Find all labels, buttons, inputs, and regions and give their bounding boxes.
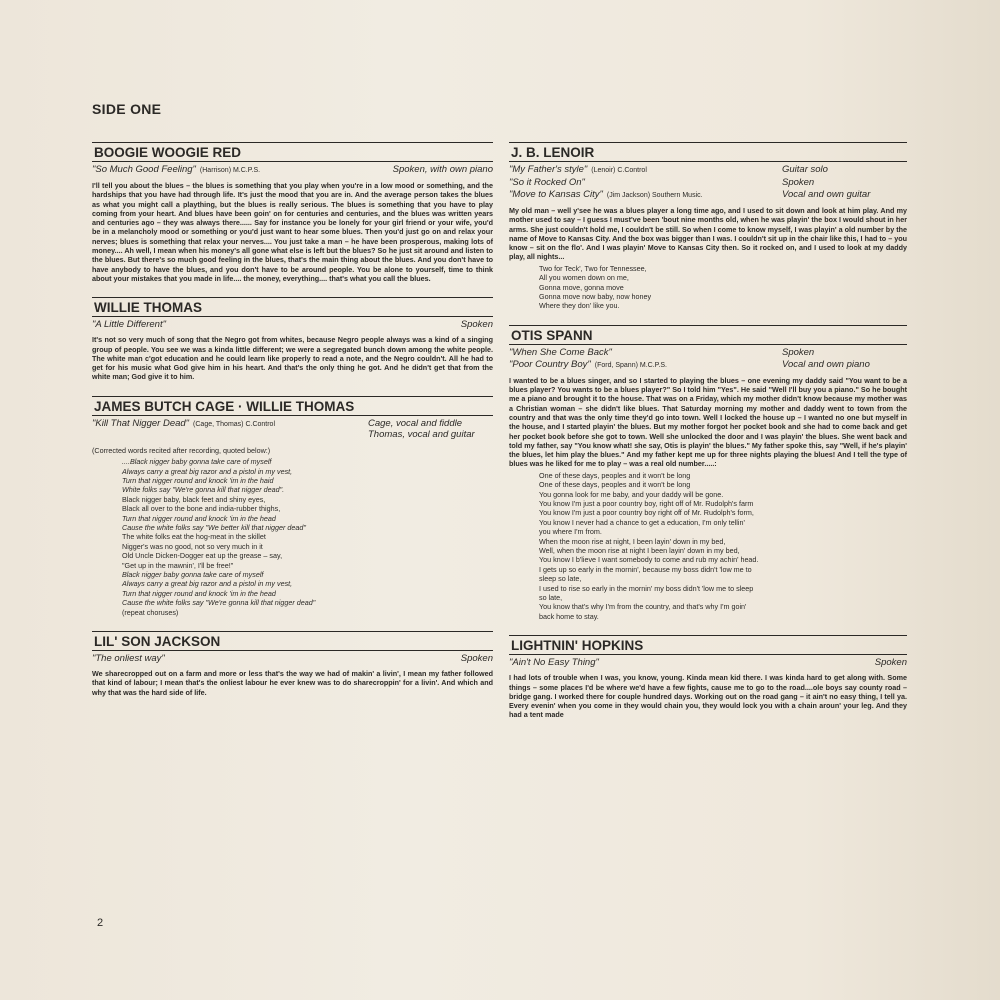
artist-heading: WILLIE THOMAS [92,297,493,317]
lyric-line: Well, when the moon rise at night I been layin' down in my bed, [539,546,740,556]
track-credit: (Ford, Spann) M.C.P.S. [594,361,667,369]
track-note: Spoken [782,346,815,358]
lyric-line: All you women down on me, [539,273,629,283]
track-credit: (Cage, Thomas) C.Control [193,420,276,428]
track-title: "When She Come Back" [509,346,612,358]
track-line [92,653,493,664]
track-note: Spoken, with own piano [392,164,493,175]
lyric-line: Cause the white folks say "We better kill that nigger dead" [122,523,306,532]
lyrics-block [509,264,907,311]
artist-heading: J. B. LENOIR [509,142,907,162]
track-note: Guitar solo [782,164,828,175]
lyric-line: (repeat choruses) [122,607,179,617]
lyric-line: sleep so late, [539,574,582,584]
lyric-line: One of these days, peoples and it won't be long [539,480,691,490]
body-text: We sharecropped out on a farm and more or less that's the way we had of makin' a livin', I mean my father followed that kind of labour; I mean that's the onliest labour he ever knew was to do sharecroppin' for a livin'. And which and why that was the hard side of life. [92,669,493,697]
track-credit: (Lenoir) C.Control [591,167,647,174]
lyric-line: When the moon rise at night, I been layin' down in my bed, [539,536,726,546]
section-jb-lenoir [509,142,907,311]
lyric-line: Black nigger baby, black feet and shiny eyes, [122,494,266,504]
lyric-line: so late, [539,593,563,603]
track-credit: (Jim Jackson) Southern Music. [606,192,703,199]
track-title: "Kill That Nigger Dead" [92,417,190,429]
lyric-line: You know I'm just a poor country boy right off of Mr. Rudolph's form, [539,508,754,518]
section-willie-thomas [92,297,493,381]
lyric-line: You know I'm just a poor country boy, right off of Mr. Rudolph's farm [539,499,754,508]
lyric-line: Turn that nigger round and knock 'im in the head [122,588,276,598]
lyric-line: you where I'm from. [539,527,602,537]
track-line [509,177,907,188]
lyric-line: White folks say "We're gonna kill that nigger dead". [122,485,285,495]
track-title: "Ain't No Easy Thing" [509,657,599,669]
body-text: I wanted to be a blues singer, and so I started to playing the blues – one evening my daddy said "You want to be a blues player? You wants to be a blues player?" So I told him "Yes". He said "Well I'll buy you a piano." So he bought me a piano and brought it to the house. That was on a Friday, which my mother didn't know because my mother was a Christian woman – she didn't like blues. That Saturday morning my mother and daddy went to town from the country and that was the only time they'd go into town. Well I locked the house up – I wanted no one but myself in the house, and I started playin' the blues. But my mother forgot her pocket book and she had to come back and get her pocket book before she got to town. Well she unlocked the door and I was playin' the blues. She went back and told my father, say "You know what! she say, Otis is playin' the blues." My father spoke this, say "Well, if he's playin' the blues, let him play the blues." And my father kept me up for three nights playing the blues! And I tell the type of blues was he liked for me to play – was a real old number.....: [509,375,907,469]
section-james-butch-cage [92,396,493,617]
lyric-line: Gonna move, gonna move [539,282,624,292]
lyric-line: Turn that nigger round and knock 'im in the head [122,513,276,523]
track-line [509,164,907,176]
track-note: Cage, vocal and fiddle Thomas, vocal and guitar [368,417,475,440]
track-note: Spoken [874,657,907,669]
lyric-line: "Get up in the mawnin', I'll be free!" [122,560,234,570]
side-heading: SIDE ONE [92,101,162,117]
track-title: "Poor Country Boy" [509,358,591,370]
track-line [92,319,493,330]
lyric-line: Where they don' like you. [539,301,620,311]
track-title: "My Father's style" [509,164,588,175]
track-note: Spoken [460,653,493,665]
lyric-line: You know that's why I'm from the country, and that's why I'm goin' [539,602,747,612]
track-title: "Move to Kansas City" [509,189,603,200]
lyric-line: Old Uncle Dicken-Dogger eat up the grease – say, [122,551,283,561]
track-line [509,347,907,358]
track-note: Vocal and own piano [782,358,870,370]
body-text: I'll tell you about the blues – the blues is something that you play when you're in a low mood or something, and the hardships that you have had through life. It's just the mood that you are in. And the average person takes the blues as what you might call a plaything, but the blues is really serious. The blues is something that you have to play coming from your heart. And blues have been goin' on for centuries and centuries, and the blues was written years and centuries ago – they was always there...... Say for instance you be lonely for your girl friend or your wife, you'd be in a melancholy mood or something or you'd just want to hear some blues. Then you'd just go on and relax your nerves; blues is something that relax your nerves.... You just take a man – he have been prosperous, making lots of money.... Ah well, I mean when his money's all gone what else is left but the blues? So he just sit around and listen to the blues. But there's so much good feeling in the blues, that's the main thing about the blues. And you don't have to have anybody to have the blues, and you don't have to be around people. You be alone to yourself, time to think about your mistakes that you made in life.... the money, everything.... that's what you call the blues. [92,181,493,283]
artist-heading: BOOGIE WOOGIE RED [92,142,493,162]
right-column [509,142,907,734]
track-line [92,164,493,176]
track-line [509,189,907,201]
section-lil-son-jackson [92,631,493,697]
track-title: "The onliest way" [92,653,165,665]
body-text: It's not so very much of song that the Negro got from whites, because Negro people always was a kind of a singing group of people. You see we was a kinda little different; we were a segregated bunch down among the white people. The white man c'got education and he could learn like properly to read a note, and the Negro couldn't. All he had to get for his music what God give him in his heart. And that's the only thing he got. And he didn't get that from the white man; God give it to him. [92,335,493,382]
track-line [509,657,907,668]
lyrics-block [92,457,493,617]
track-line [92,418,493,440]
artist-heading: JAMES BUTCH CAGE · WILLIE THOMAS [92,396,493,416]
lyric-line: I gets up so early in the mornin', because my boss didn't 'low me to [539,564,752,574]
artist-heading: LIGHTNIN' HOPKINS [509,635,907,655]
track-note: Spoken [782,177,815,188]
lyrics-block [509,471,907,622]
lyric-line: Black nigger baby gonna take care of myself [122,570,264,580]
lyric-line: Always carry a great big razor and a pistol in my vest, [122,579,293,589]
left-column [92,142,493,711]
track-credit: (Harrison) M.C.P.S. [199,167,261,174]
body-text: I had lots of trouble when I was, you know, young. Kinda mean kid there. I was kinda hard to get along with. Some things – some places I'd be where we'd have a few fights, cause me to go to the road....ole boys say county road – bridge gang. I worked there for couple hundred days. Working out on the road gang – it ain't no easy thing, I tell ya. Every evenin' when you come in they would chain you, they would lock you with a chain aroun' your leg. And they had a tent made [509,673,907,720]
lyric-line: ....Black nigger baby gonna take care of myself [122,457,272,467]
track-note: Vocal and own guitar [782,189,871,200]
lyric-line: Gonna move now baby, now honey [539,292,652,301]
lyric-line: One of these days, peoples and it won't be long [539,470,691,480]
lyric-line: Turn that nigger round and knock 'im in the haid [122,475,274,485]
body-text: My old man – well y'see he was a blues player a long time ago, and I used to sit down and look at him play. And my mother used to say – I guess I must've been 'bout nine months old, when he was playin' the box I would shout in her arms. She just couldn't hold me, I couldn't be still. So when I come to know myself, I was playin' a old number by the name of Move to Kansas City. And the box was bigger than I was. I couldn't sit up in the chair like this, I had to – you know – sit on the flo'. And I was playin' Move to Kansas City then. So it rocked on, and I used to look at my daddy play, all nights... [509,206,907,262]
section-otis-spann [509,325,907,621]
lyric-line: Always carry a great big razor and a pistol in my vest, [122,466,293,476]
page-number: 2 [97,917,104,929]
track-title: "A Little Different" [92,319,166,331]
track-note: Spoken [460,319,493,331]
section-lightnin-hopkins [509,635,907,719]
lyric-line: Two for Teck', Two for Tennessee, [539,263,647,273]
lyric-line: You know I b'lieve I want somebody to come and rub my achin' head. [539,555,759,565]
artist-heading: OTIS SPANN [509,325,907,345]
section-boogie-woogie-red [92,142,493,283]
track-line [509,359,907,371]
lyric-line: You know I never had a chance to get a education, I'm only tellin' [539,517,745,527]
lyric-line: You gonna look for me baby, and your daddy will be gone. [539,489,724,499]
lyric-line: Black all over to the bone and india-rubber thighs, [122,504,281,514]
artist-heading: LIL' SON JACKSON [92,631,493,651]
lyric-line: back home to stay. [539,611,599,621]
lyric-line: Nigger's was no good, not so very much in it [122,541,263,551]
lyrics-intro: (Corrected words recited after recording, quoted below:) [92,445,271,455]
track-title: "So it Rocked On" [509,177,585,188]
lyric-line: I used to rise so early in the mornin' my boss didn't 'low me to sleep [539,583,754,593]
lyric-line: Cause the white folks say "We're gonna kill that nigger dead" [122,598,316,608]
track-title: "So Much Good Feeling" [92,164,196,175]
lyric-line: The white folks eat the hog-meat in the skillet [122,532,266,542]
